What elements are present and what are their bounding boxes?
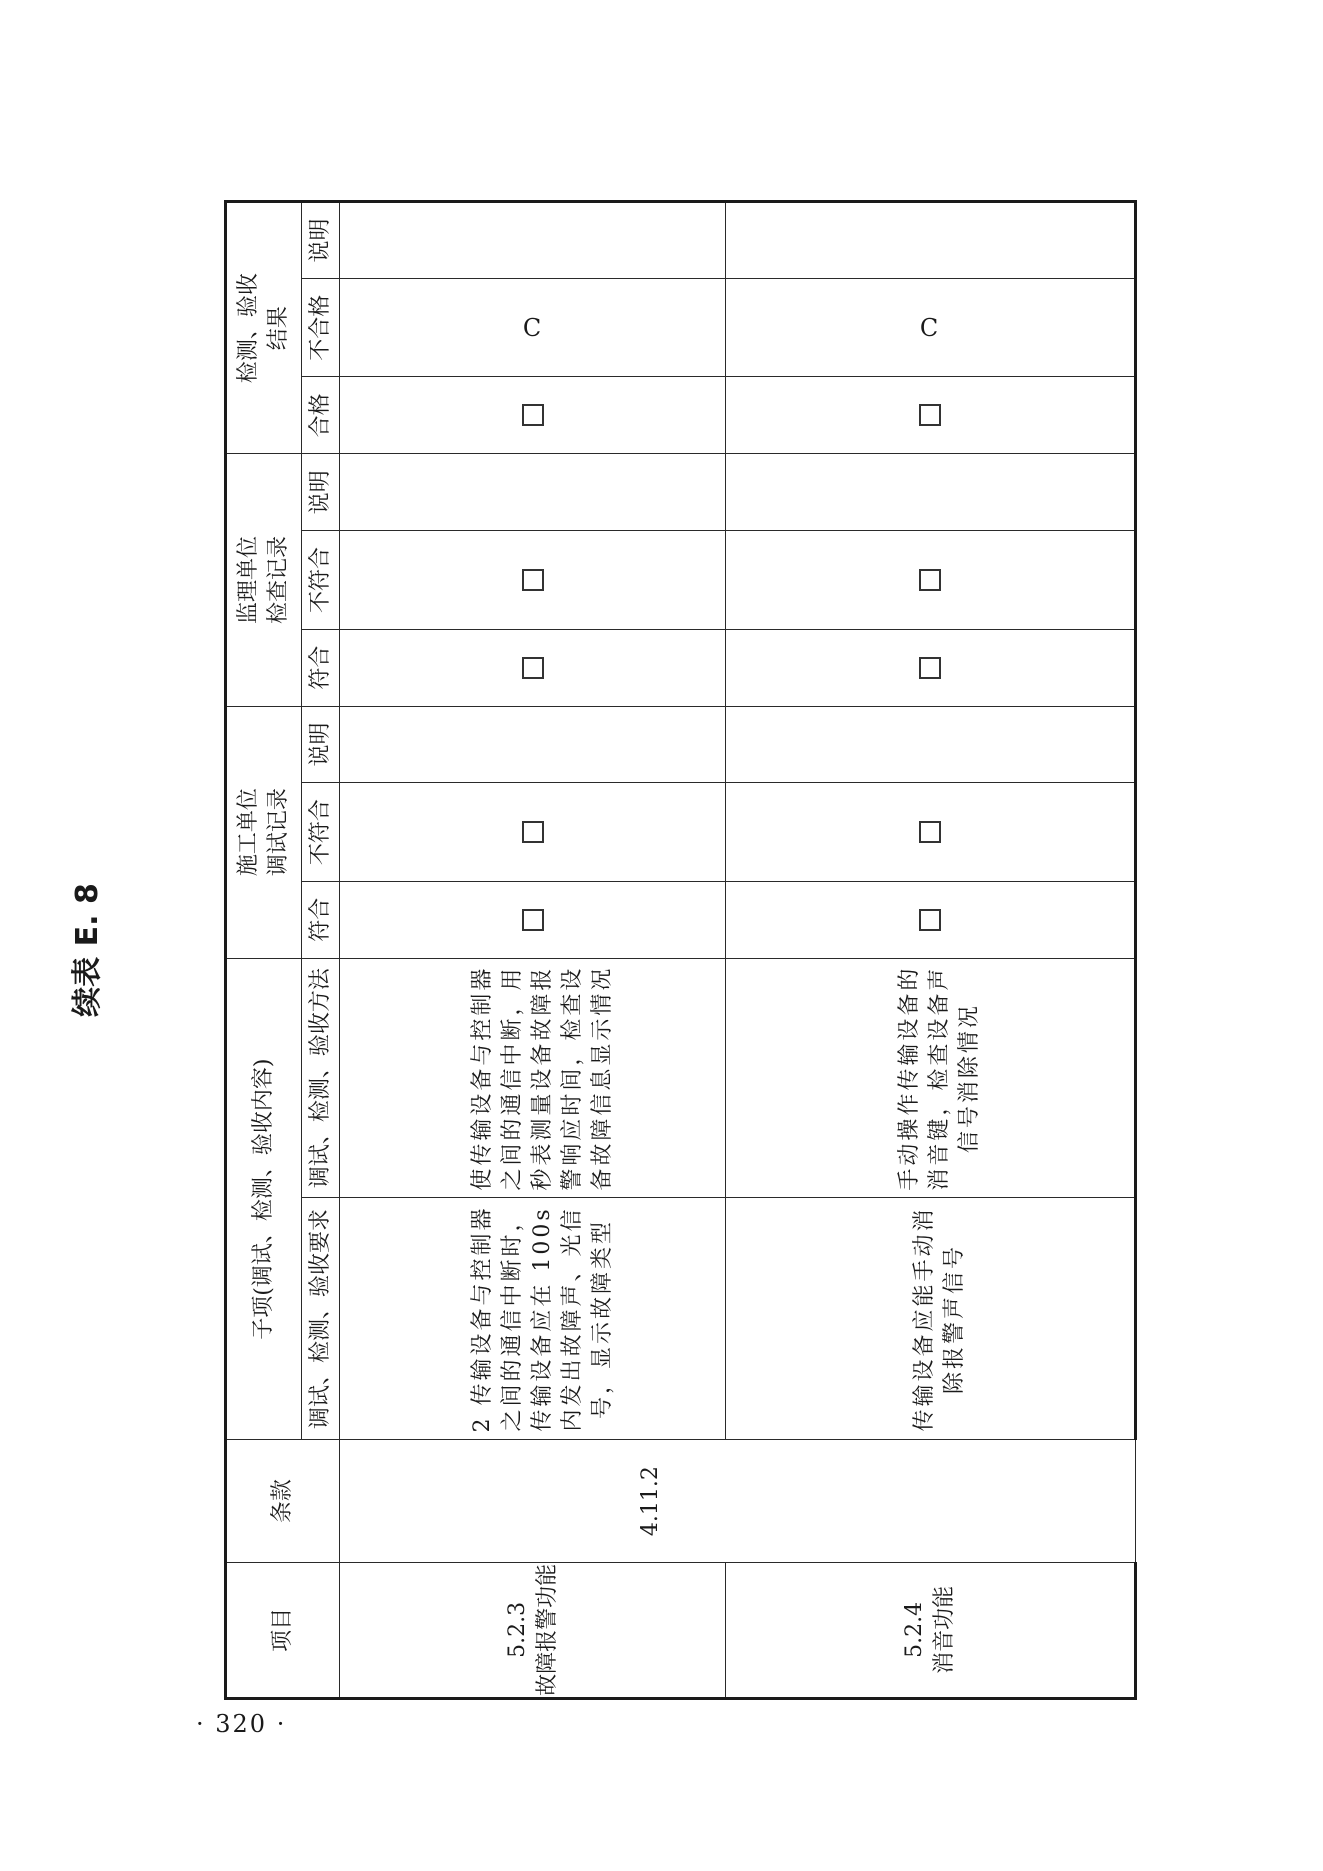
header-supervision-nonconform: 不符合 — [302, 531, 340, 629]
item-name: 消音功能 — [932, 1585, 957, 1674]
header-result-fail: 不合格 — [302, 279, 340, 377]
rotated-table-frame — [70, 200, 1134, 1700]
item-number: 5.2.3 — [504, 1601, 530, 1658]
requirement-cell-1: 2 传输设备与控制器之间的通信中断时，传输设备应在 100s 内发出故障声、光信号，显示故障类型 — [340, 1198, 726, 1440]
header-method: 调试、检测、验收方法 — [302, 958, 340, 1198]
result-fail-cell-1 — [340, 279, 726, 377]
header-construction-conform: 符合 — [302, 881, 340, 958]
header-supervision-note: 说明 — [302, 454, 340, 531]
construction-nonconform-cell-2 — [726, 783, 1136, 881]
item-number: 5.2.4 — [902, 1601, 927, 1658]
method-cell-2: 手动操作传输设备的消音键，检查设备声信号消除情况 — [726, 958, 1136, 1198]
result-pass-cell-1 — [340, 377, 726, 454]
supervision-nonconform-checkbox[interactable] — [522, 569, 544, 591]
header-requirement: 调试、检测、验收要求 — [302, 1198, 340, 1440]
requirement-cell-2: 传输设备应能手动消除报警声信号 — [726, 1198, 1136, 1440]
supervision-conform-cell-2 — [726, 629, 1136, 706]
construction-conform-checkbox[interactable] — [919, 909, 941, 931]
header-construction-note: 说明 — [302, 706, 340, 783]
result-fail-mark[interactable]: C — [919, 313, 939, 342]
construction-nonconform-cell-1 — [340, 783, 726, 881]
supervision-nonconform-cell-1 — [340, 531, 726, 629]
result-pass-cell-2 — [726, 377, 1136, 454]
header-construction-nonconform: 不符合 — [302, 783, 340, 881]
clause-cell: 4.11.2 — [340, 1440, 1136, 1562]
result-pass-checkbox[interactable] — [919, 404, 941, 426]
method-cell-1: 使传输设备与控制器之间的通信中断，用秒表测量设备故障报警响应时间，检查设备故障信息显示情况 — [340, 958, 726, 1198]
supervision-note-cell-1 — [340, 454, 726, 531]
result-fail-mark[interactable]: C — [522, 313, 541, 342]
supervision-conform-checkbox[interactable] — [522, 657, 544, 679]
header-subitem: 子项(调试、检测、验收内容) — [226, 958, 302, 1440]
result-note-cell-1 — [340, 202, 726, 279]
table-title: 续表 E. 8 — [70, 883, 105, 1017]
page-number: · 320 · — [196, 1710, 287, 1738]
construction-nonconform-checkbox[interactable] — [522, 821, 544, 843]
construction-conform-cell-1 — [340, 881, 726, 958]
supervision-note-cell-2 — [726, 454, 1136, 531]
supervision-conform-cell-1 — [340, 629, 726, 706]
header-supervision: 监理单位 检查记录 — [226, 454, 302, 706]
result-pass-checkbox[interactable] — [522, 404, 544, 426]
item-name: 故障报警功能 — [534, 1563, 560, 1696]
supervision-conform-checkbox[interactable] — [919, 657, 941, 679]
supervision-nonconform-checkbox[interactable] — [919, 569, 941, 591]
construction-conform-checkbox[interactable] — [522, 909, 544, 931]
item-cell-1 — [340, 1562, 726, 1698]
table-row — [340, 202, 726, 1699]
item-cell-2 — [726, 1562, 1136, 1698]
header-item: 项目 — [226, 1562, 340, 1698]
construction-conform-cell-2 — [726, 881, 1136, 958]
header-clause: 条款 — [226, 1440, 340, 1562]
construction-nonconform-checkbox[interactable] — [919, 821, 941, 843]
header-result-pass: 合格 — [302, 377, 340, 454]
construction-note-cell-1 — [340, 706, 726, 783]
supervision-nonconform-cell-2 — [726, 531, 1136, 629]
result-fail-cell-2 — [726, 279, 1136, 377]
header-result-note: 说明 — [302, 202, 340, 279]
construction-note-cell-2 — [726, 706, 1136, 783]
result-note-cell-2 — [726, 202, 1136, 279]
header-result: 检测、验收 结果 — [226, 202, 302, 454]
header-construction: 施工单位 调试记录 — [226, 706, 302, 958]
inspection-table — [224, 200, 1137, 1700]
header-supervision-conform: 符合 — [302, 629, 340, 706]
